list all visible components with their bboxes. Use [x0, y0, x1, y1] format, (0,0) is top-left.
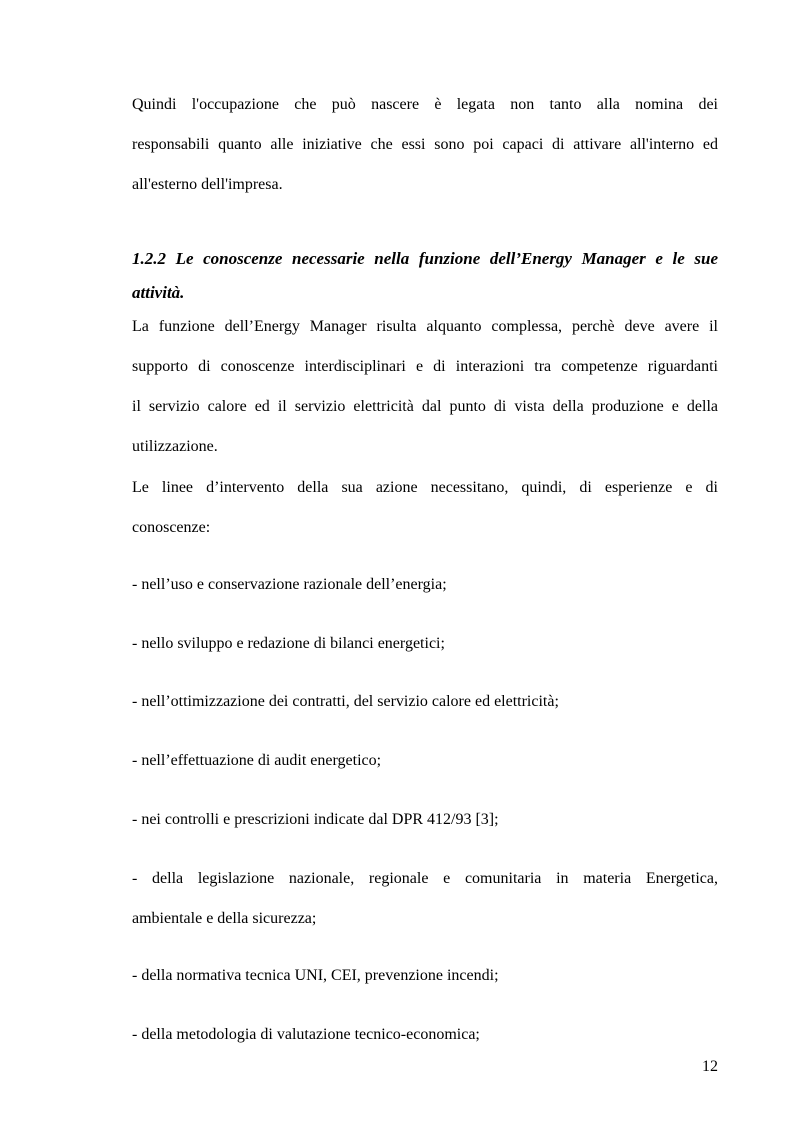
list-item: - nell’effettuazione di audit energetico; — [132, 752, 382, 769]
list-item: - nei controlli e prescrizioni indicate dal DPR 412/93 [3]; — [132, 811, 499, 828]
paragraph-line: il servizio calore ed il servizio elettricità dal punto di vista della produzione e della — [132, 398, 718, 415]
paragraph-line: La funzione dell’Energy Manager risulta alquanto complessa, perchè deve avere il — [132, 318, 718, 335]
list-item: - nell’ottimizzazione dei contratti, del servizio calore ed elettricità; — [132, 693, 559, 710]
paragraph-line: supporto di conoscenze interdisciplinari e di interazioni tra competenze riguardanti — [132, 358, 718, 375]
list-item: - nello sviluppo e redazione di bilanci energetici; — [132, 635, 445, 652]
paragraph-line: responsabili quanto alle iniziative che essi sono poi capaci di attivare all'interno ed — [132, 136, 718, 153]
list-item: - nell’uso e conservazione razionale dell’energia; — [132, 576, 447, 593]
paragraph-line: Le linee d’intervento della sua azione necessitano, quindi, di esperienze e di — [132, 479, 718, 496]
list-item: - della normativa tecnica UNI, CEI, prevenzione incendi; — [132, 967, 499, 984]
paragraph-line: utilizzazione. — [132, 438, 218, 455]
paragraph-line: Quindi l'occupazione che può nascere è legata non tanto alla nomina dei — [132, 96, 718, 113]
section-heading: attività. — [132, 283, 185, 302]
section-heading: 1.2.2 Le conoscenze necessarie nella funzione dell’Energy Manager e le sue — [132, 249, 718, 268]
page-number: 12 — [702, 1058, 718, 1075]
paragraph-line: all'esterno dell'impresa. — [132, 176, 283, 193]
list-item: - della legislazione nazionale, regionale e comunitaria in materia Energetica, — [132, 870, 718, 887]
paragraph-line: conoscenze: — [132, 519, 211, 536]
list-item: ambientale e della sicurezza; — [132, 910, 317, 927]
list-item: - della metodologia di valutazione tecnico-economica; — [132, 1026, 480, 1043]
